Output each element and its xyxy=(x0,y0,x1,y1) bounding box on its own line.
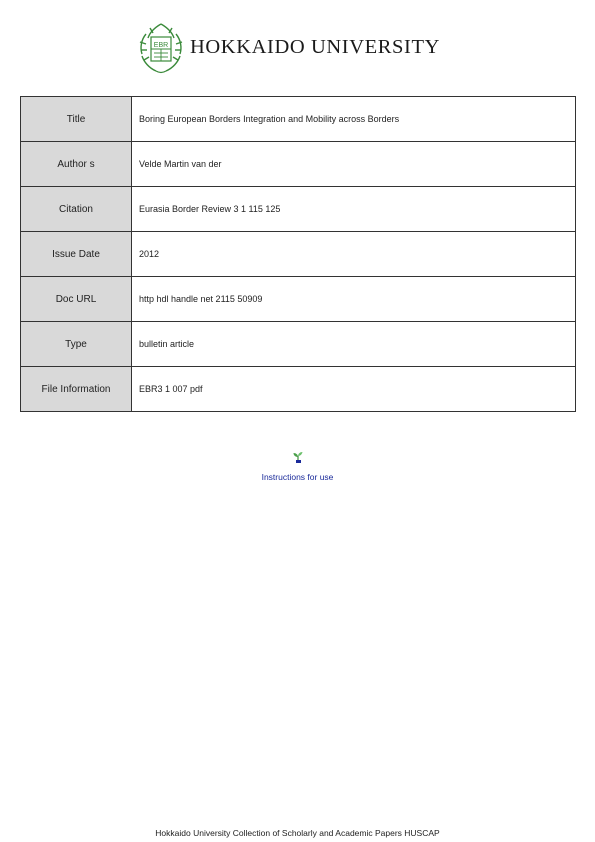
row-value-doc-url[interactable]: http hdl handle net 2115 50909 xyxy=(132,277,576,322)
row-label-title: Title xyxy=(21,97,132,142)
row-label-type: Type xyxy=(21,322,132,367)
row-label-authors: Author s xyxy=(21,142,132,187)
row-label-file-information: File Information xyxy=(21,367,132,412)
footer-text: Hokkaido University Collection of Scholarly and Academic Papers HUSCAP xyxy=(155,828,440,838)
instructions-block xyxy=(0,450,595,485)
instructions-icon[interactable] xyxy=(292,450,304,463)
row-value-file-information: EBR3 1 007 pdf xyxy=(132,367,576,412)
row-label-issue-date: Issue Date xyxy=(21,232,132,277)
university-header xyxy=(136,22,466,76)
row-value-issue-date: 2012 xyxy=(132,232,576,277)
table-row xyxy=(21,187,576,232)
row-value-citation: Eurasia Border Review 3 1 115 125 xyxy=(132,187,576,232)
table-row xyxy=(21,277,576,322)
row-value-type: bulletin article xyxy=(132,322,576,367)
instructions-link[interactable]: Instructions for use xyxy=(261,472,334,482)
table-row xyxy=(21,142,576,187)
row-value-title: Boring European Borders Integration and Mobility across Borders xyxy=(132,97,576,142)
university-seal-icon xyxy=(136,22,186,74)
row-label-citation: Citation xyxy=(21,187,132,232)
metadata-table xyxy=(20,96,576,412)
row-value-authors: Velde Martin van der xyxy=(132,142,576,187)
table-row xyxy=(21,367,576,412)
row-label-doc-url: Doc URL xyxy=(21,277,132,322)
seal-text: EBR xyxy=(153,42,169,49)
table-row xyxy=(21,322,576,367)
table-row xyxy=(21,232,576,277)
table-row xyxy=(21,97,576,142)
university-name: HOKKAIDO UNIVERSITY xyxy=(190,36,440,58)
